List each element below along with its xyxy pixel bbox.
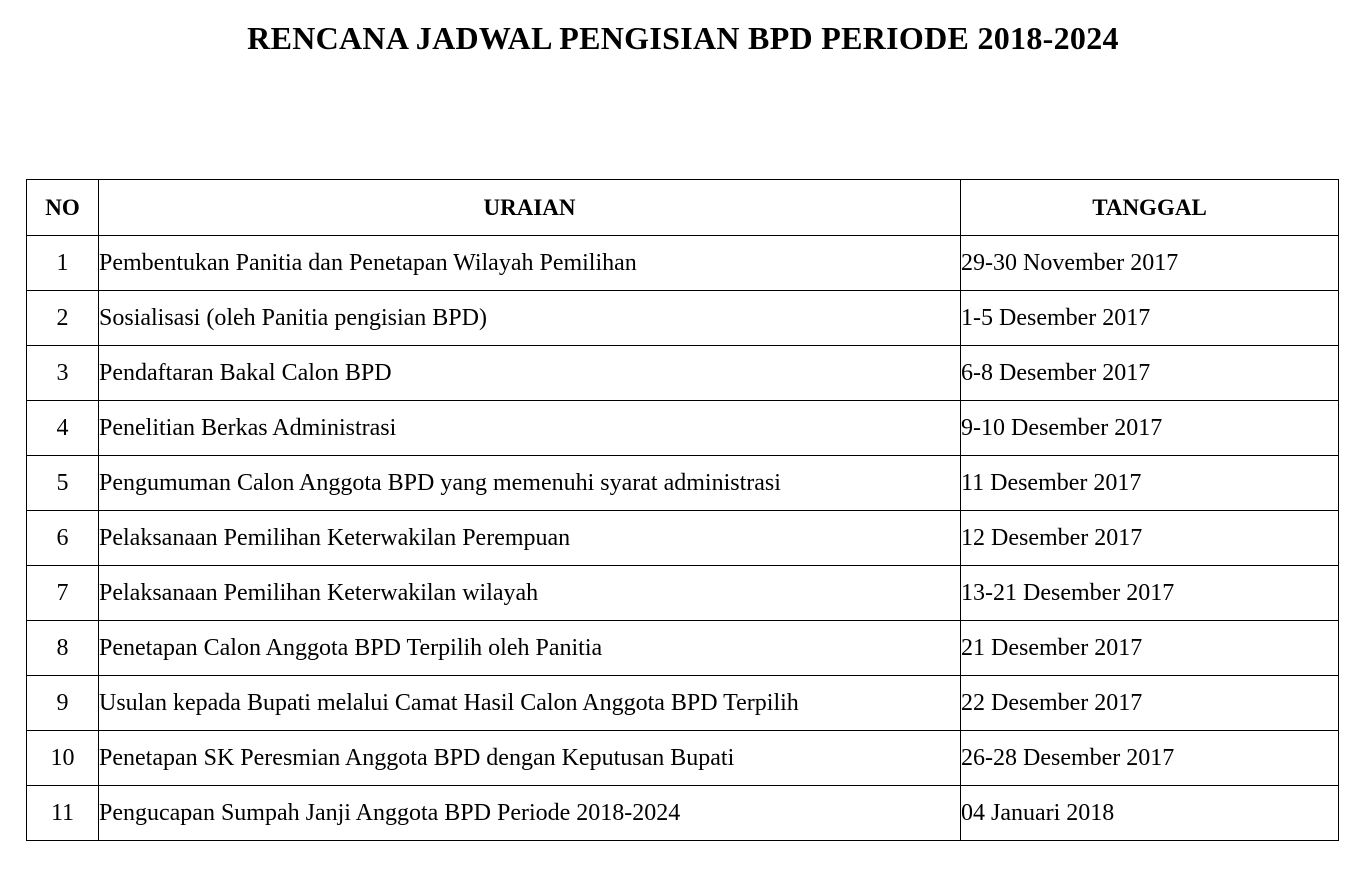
row-date: 26-28 Desember 2017 — [961, 731, 1339, 786]
row-description: Pengumuman Calon Anggota BPD yang memenuhi syarat administrasi — [99, 456, 961, 511]
row-date: 11 Desember 2017 — [961, 456, 1339, 511]
row-description: Pembentukan Panitia dan Penetapan Wilayah Pemilihan — [99, 236, 961, 291]
row-number: 9 — [27, 676, 99, 731]
row-description: Pelaksanaan Pemilihan Keterwakilan Perempuan — [99, 511, 961, 566]
header-description: URAIAN — [99, 180, 961, 236]
row-date: 1-5 Desember 2017 — [961, 291, 1339, 346]
row-number: 1 — [27, 236, 99, 291]
row-number: 8 — [27, 621, 99, 676]
row-description: Penetapan Calon Anggota BPD Terpilih oleh Panitia — [99, 621, 961, 676]
table-row — [27, 346, 1339, 401]
row-description: Usulan kepada Bupati melalui Camat Hasil Calon Anggota BPD Terpilih — [99, 676, 961, 731]
row-date: 22 Desember 2017 — [961, 676, 1339, 731]
row-number: 6 — [27, 511, 99, 566]
row-date: 9-10 Desember 2017 — [961, 401, 1339, 456]
row-date: 04 Januari 2018 — [961, 786, 1339, 841]
row-date: 21 Desember 2017 — [961, 621, 1339, 676]
header-date: TANGGAL — [961, 180, 1339, 236]
row-date: 29-30 November 2017 — [961, 236, 1339, 291]
row-description: Pendaftaran Bakal Calon BPD — [99, 346, 961, 401]
table-row — [27, 676, 1339, 731]
table-body — [27, 236, 1339, 841]
row-number: 11 — [27, 786, 99, 841]
row-description: Penelitian Berkas Administrasi — [99, 401, 961, 456]
table-row — [27, 566, 1339, 621]
header-row — [27, 180, 1339, 236]
table-header — [27, 180, 1339, 236]
row-date: 6-8 Desember 2017 — [961, 346, 1339, 401]
table-row — [27, 786, 1339, 841]
row-date: 13-21 Desember 2017 — [961, 566, 1339, 621]
table-row — [27, 456, 1339, 511]
row-description: Pengucapan Sumpah Janji Anggota BPD Periode 2018-2024 — [99, 786, 961, 841]
row-description: Penetapan SK Peresmian Anggota BPD dengan Keputusan Bupati — [99, 731, 961, 786]
row-number: 10 — [27, 731, 99, 786]
row-number: 7 — [27, 566, 99, 621]
table-row — [27, 511, 1339, 566]
table-row — [27, 236, 1339, 291]
table-row — [27, 621, 1339, 676]
row-number: 5 — [27, 456, 99, 511]
table-row — [27, 291, 1339, 346]
header-no: NO — [27, 180, 99, 236]
table-row — [27, 731, 1339, 786]
row-description: Sosialisasi (oleh Panitia pengisian BPD) — [99, 291, 961, 346]
row-number: 3 — [27, 346, 99, 401]
row-number: 2 — [27, 291, 99, 346]
schedule-table — [26, 179, 1339, 841]
row-description: Pelaksanaan Pemilihan Keterwakilan wilayah — [99, 566, 961, 621]
row-date: 12 Desember 2017 — [961, 511, 1339, 566]
row-number: 4 — [27, 401, 99, 456]
page-title: RENCANA JADWAL PENGISIAN BPD PERIODE 2018-2024 — [247, 20, 1119, 56]
table-row — [27, 401, 1339, 456]
